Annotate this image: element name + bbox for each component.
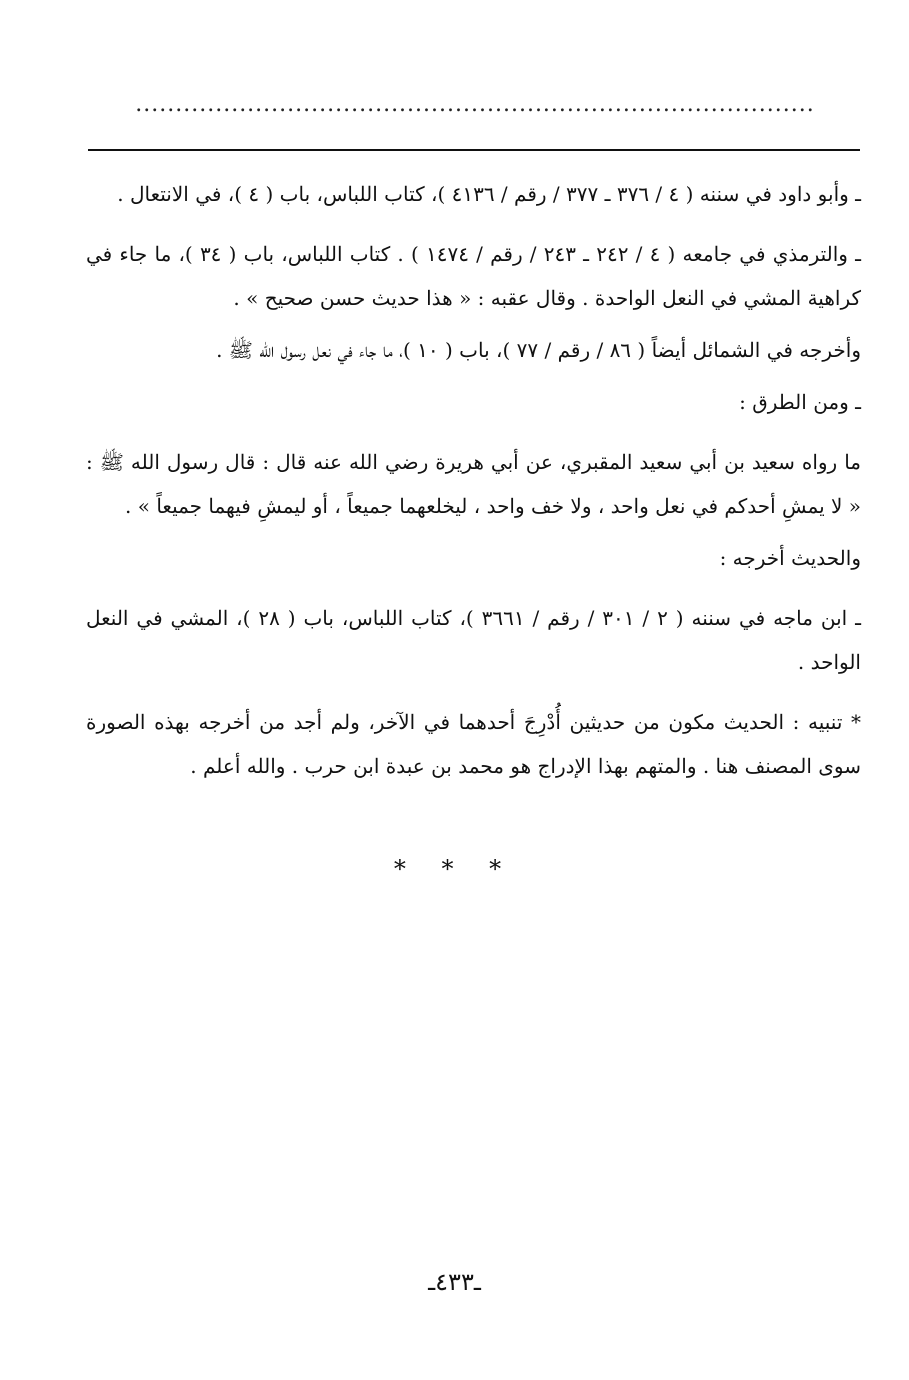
paragraph-abu-dawud: ـ وأبو داود في سننه ( ٤ / ٣٧٦ ـ ٣٧٧ / رقم / ٤١٣٦ )، كتاب اللباس، باب ( ٤ )، في الانتعال . <box>117 182 861 206</box>
section-separator: * * * <box>393 855 516 883</box>
paragraph-ibn-majah: ـ ابن ماجه في سننه ( ٢ / ٣٠١ / رقم / ٣٦٦١ )، كتاب اللباس، باب ( ٢٨ )، المشي في النعل الواحد . <box>86 606 862 674</box>
horizontal-rule <box>88 149 860 151</box>
paragraph-shamail: وأخرجه في الشمائل أيضاً ( ٨٦ / رقم / ٧٧ )، باب ( ١٠ )، ما جاء في نعل رسول الله ﷺ . <box>216 338 861 362</box>
paragraph-tirmidhi: ـ والترمذي في جامعه ( ٤ / ٢٤٢ ـ ٢٤٣ / رقم / ١٤٧٤ ) . كتاب اللباس، باب ( ٣٤ )، ما جاء في كراهية المشي في النعل الواحدة . وقال عقبه : « هذا حديث حسن صحيح » . <box>86 242 862 310</box>
paragraph-routes-heading: ـ ومن الطرق : <box>739 390 861 414</box>
page-body <box>86 172 861 804</box>
paragraph-hadith-text: ما رواه سعيد بن أبي سعيد المقبري، عن أبي هريرة رضي الله عنه قال : قال رسول الله ﷺ : « لا يمشِ أحدكم في نعل واحد ، ولا خف واحد ، ليخلعهما جميعاً ، أو ليمشِ فيهما جميعاً » . <box>86 450 861 518</box>
paragraph-note: * تنبيه : الحديث مكون من حديثين أُدْرِجَ أحدهما في الآخر، ولم أجد من أخرجه بهذه الصورة سوى المصنف هنا . والمتهم بهذا الإدراج هو محمد بن عبدة ابن حرب . والله أعلم . <box>86 710 861 778</box>
page-number: ـ٤٣٣ـ <box>428 1268 481 1296</box>
paragraph-takhrij-heading: والحديث أخرجه : <box>719 546 861 570</box>
continuation-dots: ..................................................................................... <box>135 92 815 117</box>
